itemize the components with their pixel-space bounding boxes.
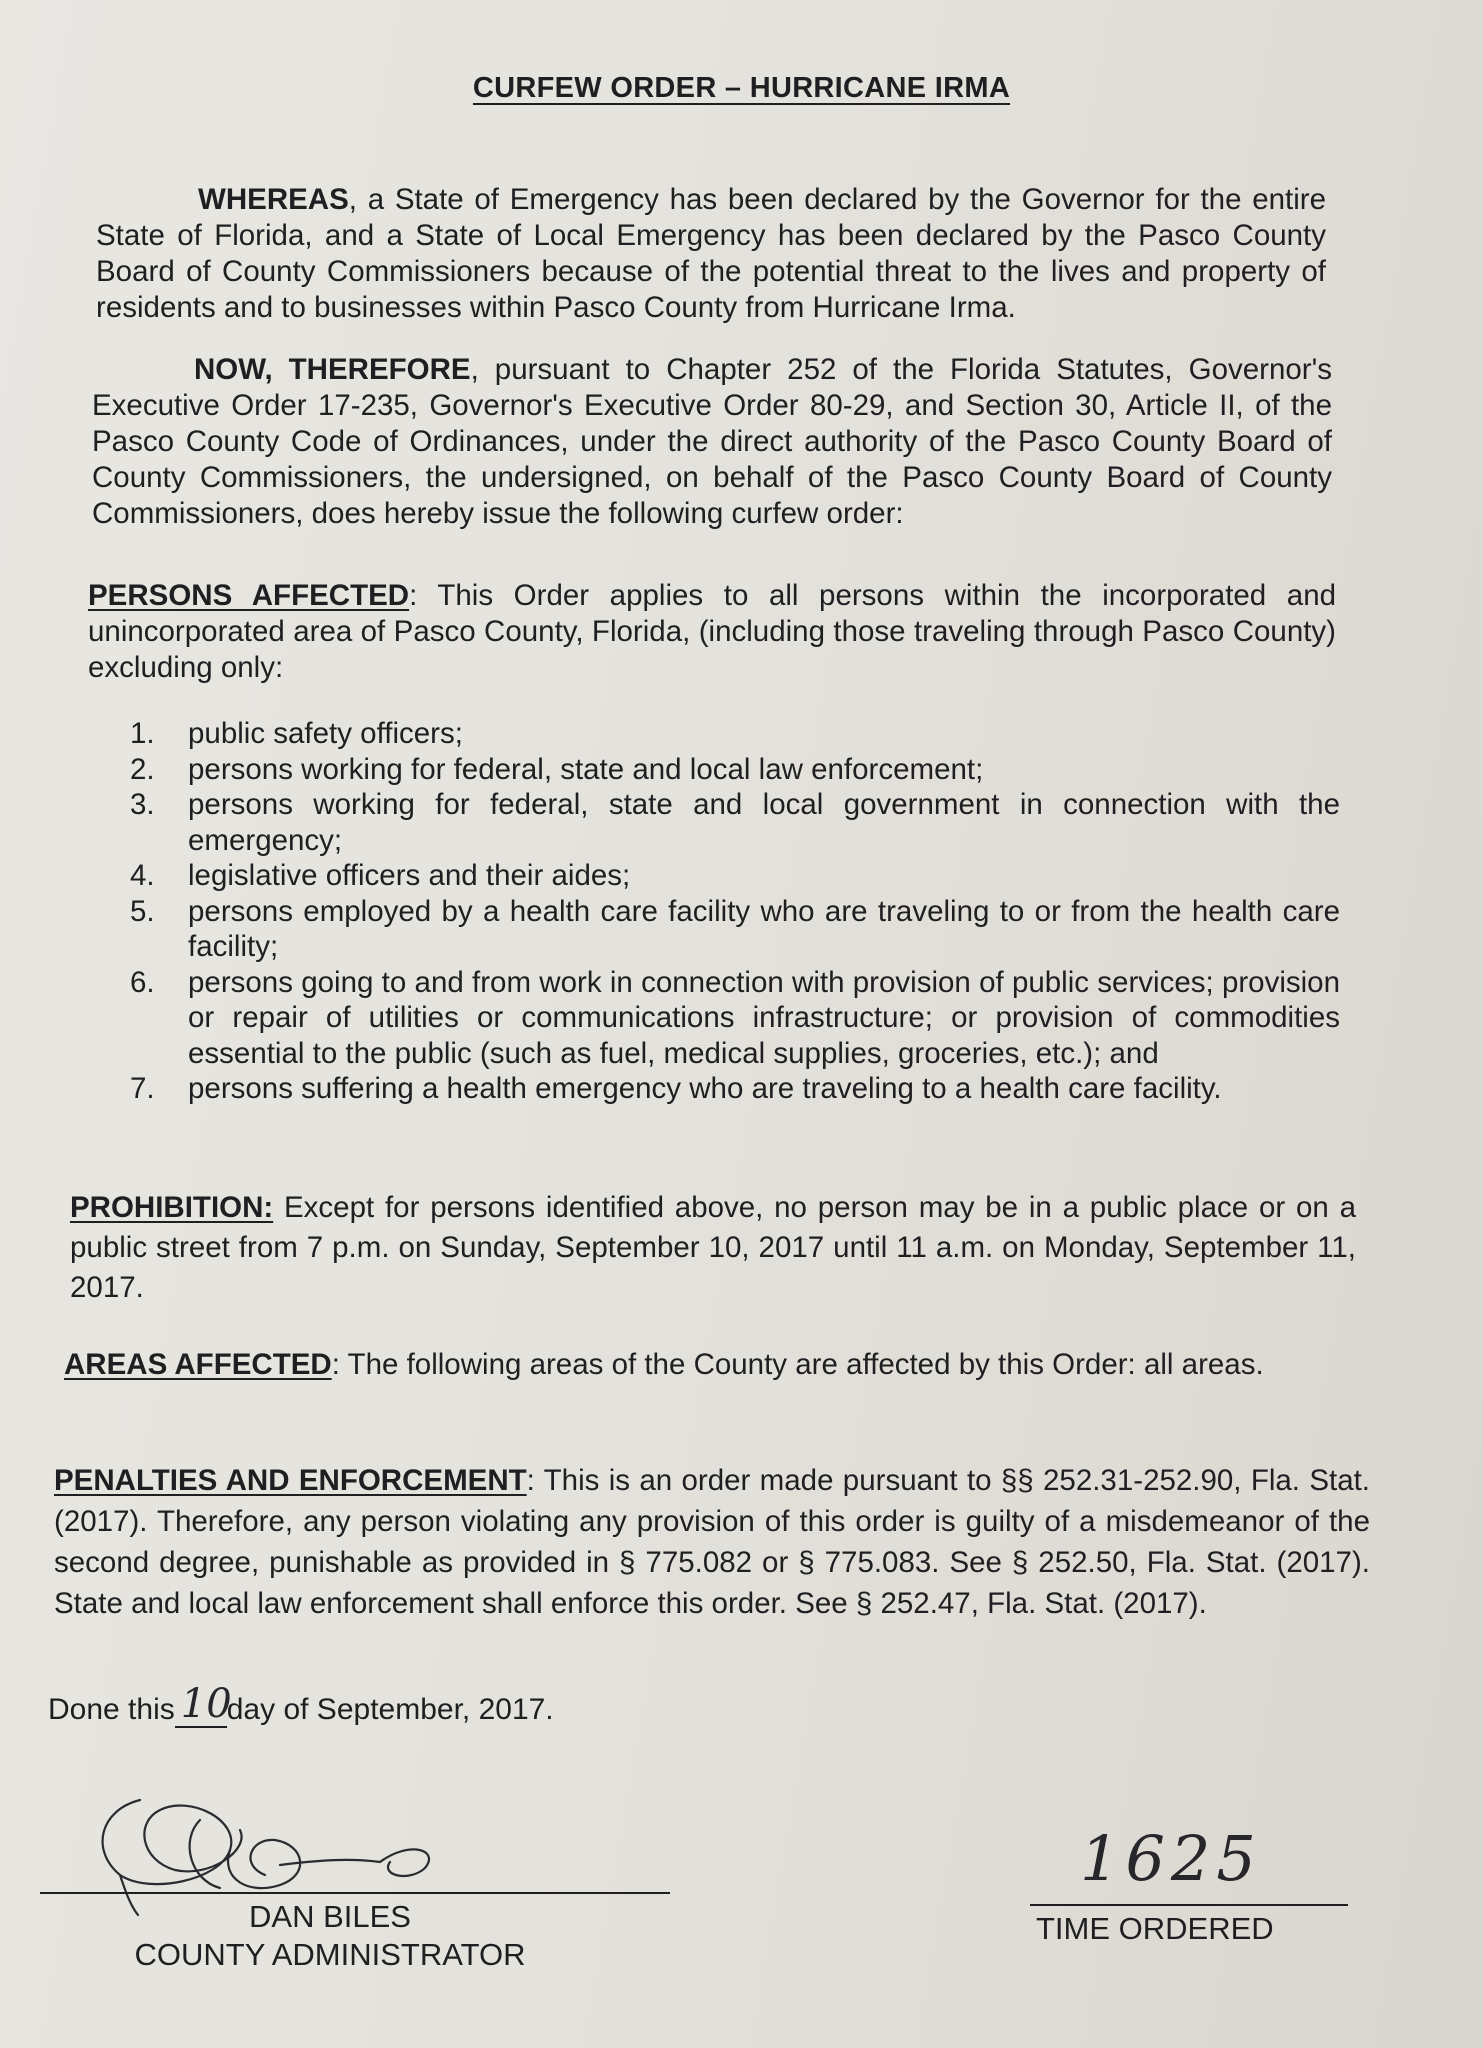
handwritten-day: 10 <box>180 1681 232 1727</box>
areas-affected-heading: AREAS AFFECTED <box>64 1348 332 1381</box>
list-item-number: 2. <box>130 752 155 786</box>
list-item-number: 4. <box>130 859 155 892</box>
list-item-text: persons going to and from work in connection with provision of public services; provision or repair of utilities or communications infrastructure; or provision of commodities essential to the public (such as fuel, medical supplies, groceries, etc.); and <box>188 965 1340 1070</box>
time-ordered-label: TIME ORDERED <box>1036 1911 1274 1946</box>
list-item <box>130 1071 1340 1107</box>
areas-affected-paragraph <box>64 1344 1360 1386</box>
list-item-text: persons working for federal, state and local law enforcement; <box>188 752 984 786</box>
persons-affected-heading: PERSONS AFFECTED <box>88 579 410 612</box>
list-item <box>130 965 1340 1072</box>
prohibition-heading: PROHIBITION: <box>70 1191 274 1224</box>
prohibition-paragraph <box>70 1188 1356 1308</box>
penalties-paragraph <box>54 1460 1370 1624</box>
list-item <box>130 752 1340 788</box>
penalties-heading: PENALTIES AND ENFORCEMENT <box>54 1464 527 1497</box>
list-item-text: persons working for federal, state and local government in connection with the emergency; <box>188 788 1340 857</box>
whereas-text: , a State of Emergency has been declared by the Governor for the entire State of Florida, and a State of Local Emergency has been declared by the Pasco County Board of County Commissioners because of the potential threat to the lives and property of residents and to businesses within Pasco County from Hurricane Irma. <box>96 183 1326 324</box>
therefore-lead: NOW, THEREFORE <box>194 353 471 386</box>
time-ordered-block <box>1030 1820 1350 1946</box>
therefore-paragraph <box>92 352 1332 532</box>
list-item-number: 7. <box>130 1072 155 1105</box>
list-item <box>130 858 1340 894</box>
done-suffix: day of September, 2017. <box>226 1693 554 1726</box>
handwritten-time: 1625 <box>1080 1822 1262 1895</box>
whereas-paragraph <box>96 182 1326 326</box>
whereas-lead: WHEREAS <box>198 183 349 216</box>
list-item <box>130 716 1340 752</box>
list-item <box>130 787 1340 858</box>
signatory-name: DAN BILES <box>249 1899 411 1934</box>
time-line <box>1030 1904 1348 1906</box>
list-item-text: public safety officers; <box>188 717 463 750</box>
list-item-number: 3. <box>130 788 155 821</box>
done-line <box>48 1681 554 1728</box>
list-item-text: persons employed by a health care facility who are traveling to or from the health care facility; <box>188 894 1340 963</box>
list-item <box>130 894 1340 965</box>
persons-affected-text: : This Order applies to all persons within the incorporated and unincorporated area of Pasco County, Florida, (including those traveling through Pasco County) excluding only: <box>88 579 1337 684</box>
signature-block <box>40 1780 680 1980</box>
penalties-text: : This is an order made pursuant to §§ 252.31-252.90, Fla. Stat. (2017). Therefore, any person violating any provision of this order is guilty of a misdemeanor of the second degree, punishable as provided in § 775.082 or § 775.083. See § 252.50, Fla. Stat. (2017). State and local law enforcement shall enforce this order. See § 252.47, Fla. Stat. (2017). <box>54 1464 1371 1620</box>
areas-affected-text: : The following areas of the County are affected by this Order: all areas. <box>331 1348 1264 1381</box>
list-item-number: 6. <box>130 965 155 999</box>
day-blank <box>175 1681 232 1728</box>
list-item-text: persons suffering a health emergency who are traveling to a health care facility. <box>188 1072 1222 1105</box>
list-item-text: legislative officers and their aides; <box>188 859 631 892</box>
prohibition-text: Except for persons identified above, no person may be in a public place or on a public street from 7 p.m. on Sunday, September 10, 2017 until 11 a.m. on Monday, September 11, 2017. <box>70 1191 1356 1304</box>
signatory-title: COUNTY ADMINISTRATOR <box>134 1937 526 1972</box>
signature-line <box>40 1892 670 1894</box>
list-item-number: 1. <box>130 717 155 750</box>
done-prefix: Done this <box>48 1693 175 1726</box>
persons-affected-paragraph <box>88 578 1336 686</box>
document-title: CURFEW ORDER – HURRICANE IRMA <box>472 72 1011 104</box>
therefore-text: , pursuant to Chapter 252 of the Florida Statutes, Governor's Executive Order 17-235, Governor's Executive Order 80-29, and Section 30, Article II, of the Pasco County Code of Ordinances, under the direct authority of the Pasco County Board of County Commissioners, the undersigned, on behalf of the Pasco County Board of County Commissioners, does hereby issue the following curfew order: <box>92 353 1332 530</box>
exclusions-list <box>130 716 1340 1107</box>
list-item-number: 5. <box>130 894 155 928</box>
